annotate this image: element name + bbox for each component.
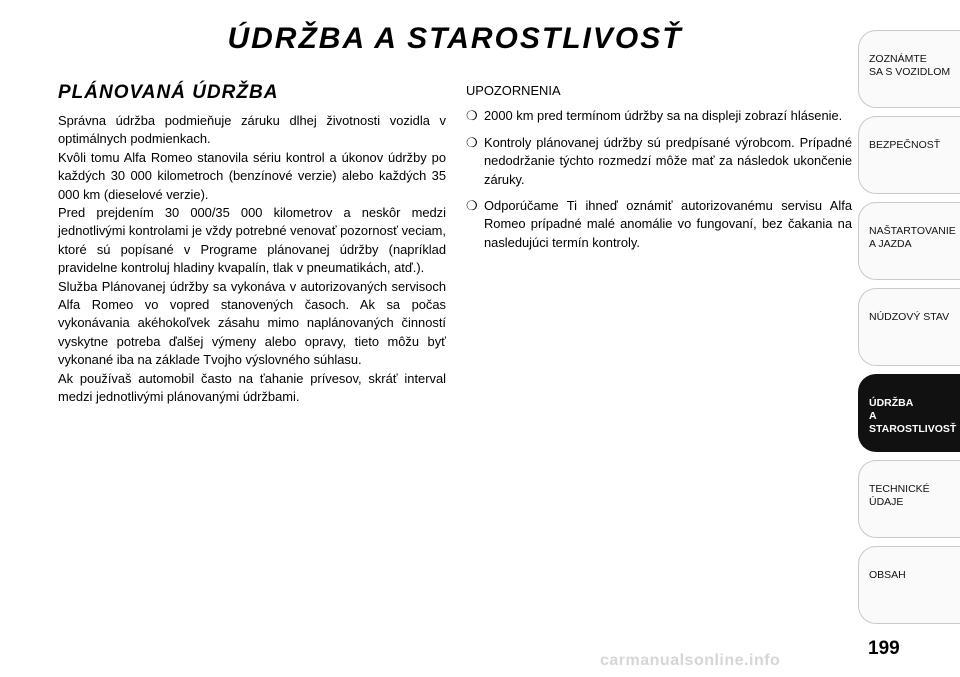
paragraph: Ak používaš automobil často na ťahanie prívesov, skráť interval medzi jednotlivými plánovanými údržbami. <box>58 370 446 405</box>
tab-technicke-udaje[interactable] <box>858 460 960 538</box>
bullet-icon: ❍ <box>466 198 478 214</box>
tab-label: TECHNICKÉ ÚDAJE <box>869 483 930 508</box>
tab-label: NÚDZOVÝ STAV <box>869 311 950 323</box>
warning-item <box>466 134 852 189</box>
warnings-box <box>466 82 852 260</box>
warning-text: 2000 km pred termínom údržby sa na displeji zobrazí hlásenie. <box>484 108 843 124</box>
warning-text: Odporúčame Ti ihneď oznámiť autorizovanému servisu Alfa Romeo prípadné malé anomálie vo fungovaní, bez čakania na nasledujúci termín kontroly. <box>484 198 852 250</box>
warnings-title: UPOZORNENIA <box>466 83 561 98</box>
warning-item <box>466 197 852 252</box>
tab-label: ÚDRŽBA A STAROSTLIVOSŤ <box>869 397 957 435</box>
tab-obsah[interactable] <box>858 546 960 624</box>
paragraph: Správna údržba podmieňuje záruku dlhej životnosti vozidla v optimálnych podmienkach. <box>58 113 446 147</box>
paragraph: Kvôli tomu Alfa Romeo stanovila sériu kontrol a úkonov údržby po každých 30 000 kilometroch (benzínové verzie) alebo každých 35 000 km (dieselové verzie). <box>58 149 446 202</box>
page-title: ÚDRŽBA A STAROSTLIVOSŤ <box>227 22 683 55</box>
tab-zoznamte-sa[interactable] <box>858 30 960 108</box>
tab-nudzovy-stav[interactable] <box>858 288 960 366</box>
paragraph: Pred prejdením 30 000/35 000 kilometrov a neskôr medzi jednotlivými kontrolami je vždy potrebné venovať pozornosť veciam, ktoré sú popísané v Programe plánovanej údržby (napríklad pravidelne kontroluj hladiny kvapalín, tlak v pneumatikách, atď.). <box>58 205 446 276</box>
bullet-icon: ❍ <box>466 134 478 150</box>
tab-udrzba[interactable] <box>858 374 960 452</box>
tab-label: OBSAH <box>869 569 906 581</box>
body-text <box>58 112 446 407</box>
tab-nastartovanie[interactable] <box>858 202 960 280</box>
tab-label: BEZPEČNOSŤ <box>869 139 941 151</box>
tab-label: NAŠTARTOVANIE A JAZDA <box>869 225 956 250</box>
tab-label: ZOZNÁMTE SA S VOZIDLOM <box>869 53 951 78</box>
section-heading: PLÁNOVANÁ ÚDRŽBA <box>58 82 279 103</box>
tab-bezpecnost[interactable] <box>858 116 960 194</box>
warning-item <box>466 107 852 125</box>
watermark: carmanualsonline.info <box>600 652 781 669</box>
page-number: 199 <box>868 638 900 659</box>
warning-text: Kontroly plánovanej údržby sú predpísané výrobcom. Prípadné nedodržanie týchto rozmedzí môže mať za následok ukončenie záruky. <box>484 134 852 187</box>
bullet-icon: ❍ <box>466 108 478 124</box>
paragraph: Služba Plánovanej údržby sa vykonáva v autorizovaných servisoch Alfa Romeo vo vopred stanovených časoch. Ak sa počas vykonávania akéhokoľvek zásahu mimo naplánovaných činností vyskytne potreba ďalšej výmeny alebo opravy, tieto môžu byť vykonané iba na základe Tvojho výslovného súhlasu. <box>58 278 446 368</box>
chapter-tabs <box>858 30 960 632</box>
